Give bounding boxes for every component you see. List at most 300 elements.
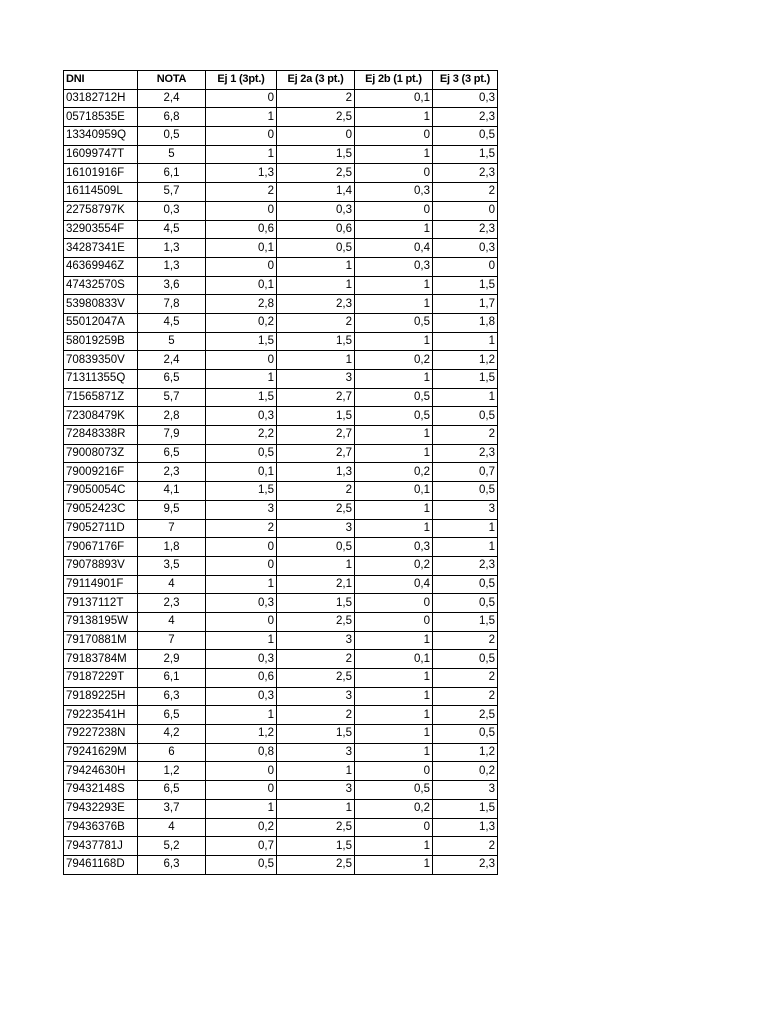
table-row — [64, 631, 498, 650]
table-row — [64, 127, 498, 146]
table-row — [64, 332, 498, 351]
table-row — [64, 855, 498, 874]
table-header — [64, 71, 498, 90]
cell-ej2b: 1 — [355, 444, 433, 463]
cell-nota: 6,5 — [138, 706, 206, 725]
cell-nota: 5,2 — [138, 837, 206, 856]
table-row — [64, 612, 498, 631]
cell-ej3: 0,5 — [433, 575, 498, 594]
cell-nota: 1,3 — [138, 239, 206, 258]
cell-ej2b: 1 — [355, 706, 433, 725]
grades-table — [63, 70, 498, 875]
cell-ej1: 0 — [206, 89, 277, 108]
cell-ej2a: 2,5 — [277, 108, 355, 127]
cell-ej2b: 0,3 — [355, 257, 433, 276]
table-row — [64, 108, 498, 127]
cell-nota: 6,5 — [138, 781, 206, 800]
cell-nota: 2,9 — [138, 650, 206, 669]
cell-nota: 3,7 — [138, 799, 206, 818]
cell-ej2b: 0 — [355, 762, 433, 781]
table-row — [64, 239, 498, 258]
cell-ej1: 0,2 — [206, 818, 277, 837]
cell-ej1: 0 — [206, 257, 277, 276]
cell-nota: 9,5 — [138, 500, 206, 519]
cell-ej2a: 3 — [277, 687, 355, 706]
cell-ej3: 0,3 — [433, 239, 498, 258]
table-row — [64, 351, 498, 370]
cell-ej3: 2 — [433, 426, 498, 445]
cell-ej2a: 0,5 — [277, 239, 355, 258]
cell-nota: 4 — [138, 575, 206, 594]
cell-ej2a: 2 — [277, 706, 355, 725]
cell-nota: 6,1 — [138, 669, 206, 688]
cell-dni: 72308479K — [64, 407, 138, 426]
cell-dni: 47432570S — [64, 276, 138, 295]
cell-dni: 79008073Z — [64, 444, 138, 463]
cell-ej1: 1,2 — [206, 725, 277, 744]
cell-ej2a: 1 — [277, 351, 355, 370]
cell-nota: 6,8 — [138, 108, 206, 127]
table-row — [64, 295, 498, 314]
cell-nota: 6,3 — [138, 855, 206, 874]
cell-nota: 6,5 — [138, 444, 206, 463]
cell-ej3: 1 — [433, 388, 498, 407]
cell-ej1: 0,2 — [206, 313, 277, 332]
cell-ej2a: 2,5 — [277, 669, 355, 688]
cell-ej2b: 1 — [355, 220, 433, 239]
cell-ej2b: 0,5 — [355, 781, 433, 800]
cell-ej1: 0 — [206, 612, 277, 631]
cell-ej3: 0 — [433, 201, 498, 220]
table-row — [64, 725, 498, 744]
cell-ej1: 1,5 — [206, 482, 277, 501]
table-row — [64, 762, 498, 781]
cell-nota: 4,1 — [138, 482, 206, 501]
cell-ej1: 1 — [206, 631, 277, 650]
cell-ej2a: 1 — [277, 257, 355, 276]
cell-ej2a: 2,5 — [277, 164, 355, 183]
cell-ej2b: 0,1 — [355, 89, 433, 108]
cell-ej3: 2,5 — [433, 706, 498, 725]
cell-ej2a: 2,7 — [277, 426, 355, 445]
table-row — [64, 388, 498, 407]
cell-ej3: 0,5 — [433, 127, 498, 146]
cell-ej3: 3 — [433, 500, 498, 519]
cell-ej1: 0 — [206, 127, 277, 146]
cell-ej1: 1,3 — [206, 164, 277, 183]
cell-ej2a: 0,6 — [277, 220, 355, 239]
table-row — [64, 650, 498, 669]
header-ej2a: Ej 2a (3 pt.) — [277, 71, 355, 90]
cell-ej1: 0,6 — [206, 220, 277, 239]
cell-ej2a: 2 — [277, 313, 355, 332]
cell-ej3: 1 — [433, 538, 498, 557]
cell-ej3: 0,5 — [433, 482, 498, 501]
cell-ej3: 1,5 — [433, 276, 498, 295]
cell-dni: 71565871Z — [64, 388, 138, 407]
cell-nota: 2,4 — [138, 351, 206, 370]
cell-ej2b: 1 — [355, 276, 433, 295]
cell-nota: 7 — [138, 519, 206, 538]
cell-ej3: 1,5 — [433, 799, 498, 818]
cell-nota: 4 — [138, 818, 206, 837]
cell-nota: 3,5 — [138, 556, 206, 575]
cell-ej1: 0,1 — [206, 463, 277, 482]
table-row — [64, 164, 498, 183]
table-row — [64, 519, 498, 538]
cell-dni: 46369946Z — [64, 257, 138, 276]
table-row — [64, 575, 498, 594]
cell-dni: 79009216F — [64, 463, 138, 482]
cell-ej2a: 2,7 — [277, 388, 355, 407]
cell-dni: 58019259B — [64, 332, 138, 351]
cell-nota: 1,8 — [138, 538, 206, 557]
cell-ej2a: 3 — [277, 370, 355, 389]
cell-ej2a: 2,5 — [277, 818, 355, 837]
header-ej3: Ej 3 (3 pt.) — [433, 71, 498, 90]
cell-ej2a: 0 — [277, 127, 355, 146]
cell-dni: 79223541H — [64, 706, 138, 725]
cell-ej2b: 0,5 — [355, 407, 433, 426]
cell-ej1: 1,5 — [206, 388, 277, 407]
cell-dni: 79432293E — [64, 799, 138, 818]
cell-ej2b: 1 — [355, 145, 433, 164]
cell-ej2a: 1,5 — [277, 725, 355, 744]
cell-dni: 79137112T — [64, 594, 138, 613]
cell-ej2b: 1 — [355, 332, 433, 351]
cell-nota: 2,3 — [138, 463, 206, 482]
cell-dni: 79189225H — [64, 687, 138, 706]
cell-ej1: 1 — [206, 799, 277, 818]
cell-ej2a: 2 — [277, 650, 355, 669]
table-row — [64, 837, 498, 856]
cell-dni: 05718535E — [64, 108, 138, 127]
cell-ej2b: 0 — [355, 818, 433, 837]
cell-dni: 79227238N — [64, 725, 138, 744]
cell-ej2b: 1 — [355, 500, 433, 519]
cell-ej1: 1,5 — [206, 332, 277, 351]
header-nota: NOTA — [138, 71, 206, 90]
cell-nota: 0,5 — [138, 127, 206, 146]
table-row — [64, 482, 498, 501]
cell-ej2b: 1 — [355, 631, 433, 650]
cell-ej1: 0,3 — [206, 687, 277, 706]
cell-ej3: 2,3 — [433, 444, 498, 463]
cell-ej2a: 2,5 — [277, 500, 355, 519]
cell-ej2b: 1 — [355, 295, 433, 314]
cell-ej2a: 1 — [277, 799, 355, 818]
header-row — [64, 71, 498, 90]
cell-dni: 79241629M — [64, 743, 138, 762]
cell-ej1: 2 — [206, 183, 277, 202]
cell-ej1: 0 — [206, 781, 277, 800]
table-row — [64, 463, 498, 482]
cell-dni: 13340959Q — [64, 127, 138, 146]
cell-ej2b: 0,4 — [355, 575, 433, 594]
cell-ej3: 2 — [433, 631, 498, 650]
cell-ej1: 0 — [206, 762, 277, 781]
cell-dni: 79432148S — [64, 781, 138, 800]
cell-ej3: 1,5 — [433, 370, 498, 389]
cell-nota: 6,1 — [138, 164, 206, 183]
cell-ej3: 0,2 — [433, 762, 498, 781]
cell-ej3: 1,8 — [433, 313, 498, 332]
cell-dni: 79050054C — [64, 482, 138, 501]
cell-ej2a: 2,7 — [277, 444, 355, 463]
cell-nota: 2,3 — [138, 594, 206, 613]
table-row — [64, 799, 498, 818]
cell-ej3: 1,5 — [433, 612, 498, 631]
cell-ej3: 0,5 — [433, 407, 498, 426]
cell-ej1: 0 — [206, 351, 277, 370]
table-row — [64, 538, 498, 557]
cell-ej2b: 1 — [355, 743, 433, 762]
table-row — [64, 313, 498, 332]
cell-nota: 1,2 — [138, 762, 206, 781]
cell-ej2a: 1,5 — [277, 594, 355, 613]
cell-ej1: 0,1 — [206, 239, 277, 258]
cell-ej2b: 0 — [355, 164, 433, 183]
cell-dni: 32903554F — [64, 220, 138, 239]
cell-ej2a: 3 — [277, 519, 355, 538]
cell-dni: 16114509L — [64, 183, 138, 202]
cell-ej3: 3 — [433, 781, 498, 800]
cell-ej3: 2,3 — [433, 164, 498, 183]
cell-ej3: 0,5 — [433, 725, 498, 744]
cell-nota: 7 — [138, 631, 206, 650]
cell-ej2b: 0 — [355, 612, 433, 631]
cell-dni: 16101916F — [64, 164, 138, 183]
cell-dni: 34287341E — [64, 239, 138, 258]
cell-ej2b: 0,1 — [355, 482, 433, 501]
cell-ej2a: 1,5 — [277, 332, 355, 351]
cell-ej2a: 2,5 — [277, 855, 355, 874]
cell-ej2a: 0,5 — [277, 538, 355, 557]
cell-ej2a: 1,3 — [277, 463, 355, 482]
cell-nota: 4,5 — [138, 313, 206, 332]
cell-ej3: 1 — [433, 519, 498, 538]
cell-ej1: 0,3 — [206, 407, 277, 426]
cell-ej2a: 2,5 — [277, 612, 355, 631]
cell-ej2b: 0,5 — [355, 313, 433, 332]
table-row — [64, 743, 498, 762]
table-row — [64, 276, 498, 295]
cell-ej2b: 0,3 — [355, 538, 433, 557]
cell-ej3: 2 — [433, 669, 498, 688]
cell-ej3: 0,5 — [433, 594, 498, 613]
cell-nota: 2,4 — [138, 89, 206, 108]
header-dni: DNI — [64, 71, 138, 90]
table-row — [64, 500, 498, 519]
cell-nota: 5,7 — [138, 183, 206, 202]
cell-ej3: 0,3 — [433, 89, 498, 108]
cell-ej2b: 0,3 — [355, 183, 433, 202]
cell-ej3: 1,5 — [433, 145, 498, 164]
cell-ej2a: 1,5 — [277, 837, 355, 856]
cell-ej2a: 3 — [277, 631, 355, 650]
header-ej2b: Ej 2b (1 pt.) — [355, 71, 433, 90]
cell-ej2b: 1 — [355, 108, 433, 127]
cell-dni: 79187229T — [64, 669, 138, 688]
cell-ej2a: 3 — [277, 743, 355, 762]
cell-ej2a: 1 — [277, 762, 355, 781]
cell-ej2a: 1 — [277, 556, 355, 575]
cell-ej2b: 0,5 — [355, 388, 433, 407]
cell-ej1: 0,5 — [206, 444, 277, 463]
cell-ej1: 3 — [206, 500, 277, 519]
cell-nota: 3,6 — [138, 276, 206, 295]
cell-ej1: 1 — [206, 575, 277, 594]
cell-ej2a: 2,3 — [277, 295, 355, 314]
cell-ej2b: 0,2 — [355, 799, 433, 818]
cell-nota: 4,2 — [138, 725, 206, 744]
table-row — [64, 89, 498, 108]
cell-nota: 5 — [138, 332, 206, 351]
cell-ej1: 0,1 — [206, 276, 277, 295]
table-row — [64, 669, 498, 688]
cell-ej1: 1 — [206, 706, 277, 725]
cell-ej1: 1 — [206, 108, 277, 127]
cell-dni: 79183784M — [64, 650, 138, 669]
cell-nota: 4,5 — [138, 220, 206, 239]
cell-ej3: 1,2 — [433, 351, 498, 370]
table-body — [64, 89, 498, 874]
cell-nota: 6,3 — [138, 687, 206, 706]
cell-ej3: 2 — [433, 837, 498, 856]
cell-ej2a: 2,1 — [277, 575, 355, 594]
cell-ej3: 2,3 — [433, 108, 498, 127]
cell-nota: 1,3 — [138, 257, 206, 276]
cell-ej2b: 1 — [355, 519, 433, 538]
cell-ej1: 0,5 — [206, 855, 277, 874]
cell-dni: 16099747T — [64, 145, 138, 164]
cell-ej2a: 1,5 — [277, 145, 355, 164]
cell-ej1: 0,6 — [206, 669, 277, 688]
cell-ej2a: 2 — [277, 89, 355, 108]
header-ej1: Ej 1 (3pt.) — [206, 71, 277, 90]
table-row — [64, 556, 498, 575]
cell-ej2b: 1 — [355, 669, 433, 688]
cell-ej2a: 0,3 — [277, 201, 355, 220]
cell-nota: 2,8 — [138, 407, 206, 426]
cell-dni: 70839350V — [64, 351, 138, 370]
cell-dni: 79052711D — [64, 519, 138, 538]
cell-ej1: 0,3 — [206, 594, 277, 613]
cell-dni: 03182712H — [64, 89, 138, 108]
table-row — [64, 370, 498, 389]
table-row — [64, 220, 498, 239]
cell-ej2b: 0,2 — [355, 556, 433, 575]
cell-ej2b: 1 — [355, 855, 433, 874]
cell-ej1: 2,8 — [206, 295, 277, 314]
cell-dni: 71311355Q — [64, 370, 138, 389]
table-row — [64, 145, 498, 164]
table-row — [64, 426, 498, 445]
table-row — [64, 706, 498, 725]
table-row — [64, 407, 498, 426]
cell-dni: 79424630H — [64, 762, 138, 781]
table-row — [64, 257, 498, 276]
cell-dni: 79067176F — [64, 538, 138, 557]
table-row — [64, 183, 498, 202]
cell-dni: 79114901F — [64, 575, 138, 594]
cell-nota: 4 — [138, 612, 206, 631]
cell-nota: 5 — [138, 145, 206, 164]
cell-ej2b: 1 — [355, 725, 433, 744]
cell-nota: 6 — [138, 743, 206, 762]
cell-dni: 79138195W — [64, 612, 138, 631]
cell-nota: 0,3 — [138, 201, 206, 220]
cell-dni: 79078893V — [64, 556, 138, 575]
cell-ej2a: 1,4 — [277, 183, 355, 202]
cell-ej1: 0,7 — [206, 837, 277, 856]
cell-ej3: 1 — [433, 332, 498, 351]
cell-dni: 79170881M — [64, 631, 138, 650]
cell-ej2b: 0 — [355, 594, 433, 613]
cell-ej2a: 1,5 — [277, 407, 355, 426]
cell-ej1: 0,8 — [206, 743, 277, 762]
table-row — [64, 781, 498, 800]
cell-nota: 6,5 — [138, 370, 206, 389]
cell-ej3: 2,3 — [433, 556, 498, 575]
table-row — [64, 444, 498, 463]
cell-ej3: 0 — [433, 257, 498, 276]
cell-ej2b: 0,1 — [355, 650, 433, 669]
cell-ej2a: 2 — [277, 482, 355, 501]
cell-ej2b: 1 — [355, 837, 433, 856]
cell-ej3: 1,7 — [433, 295, 498, 314]
cell-ej2b: 0,2 — [355, 351, 433, 370]
table-row — [64, 818, 498, 837]
table-row — [64, 687, 498, 706]
cell-dni: 79052423C — [64, 500, 138, 519]
cell-ej1: 2 — [206, 519, 277, 538]
cell-ej3: 2 — [433, 687, 498, 706]
cell-dni: 22758797K — [64, 201, 138, 220]
cell-ej2b: 1 — [355, 370, 433, 389]
cell-dni: 55012047A — [64, 313, 138, 332]
cell-nota: 7,9 — [138, 426, 206, 445]
cell-dni: 79436376B — [64, 818, 138, 837]
cell-ej2b: 0 — [355, 127, 433, 146]
cell-ej3: 1,3 — [433, 818, 498, 837]
cell-ej3: 0,5 — [433, 650, 498, 669]
cell-ej2b: 0 — [355, 201, 433, 220]
cell-ej1: 2,2 — [206, 426, 277, 445]
cell-dni: 53980833V — [64, 295, 138, 314]
cell-dni: 72848338R — [64, 426, 138, 445]
cell-ej1: 1 — [206, 145, 277, 164]
cell-ej2a: 3 — [277, 781, 355, 800]
cell-nota: 7,8 — [138, 295, 206, 314]
cell-ej1: 0 — [206, 538, 277, 557]
table-row — [64, 594, 498, 613]
cell-ej2b: 1 — [355, 687, 433, 706]
cell-ej3: 2 — [433, 183, 498, 202]
cell-nota: 5,7 — [138, 388, 206, 407]
cell-ej3: 1,2 — [433, 743, 498, 762]
cell-ej2b: 1 — [355, 426, 433, 445]
cell-ej3: 2,3 — [433, 220, 498, 239]
cell-dni: 79437781J — [64, 837, 138, 856]
cell-dni: 79461168D — [64, 855, 138, 874]
cell-ej1: 0 — [206, 201, 277, 220]
cell-ej1: 0 — [206, 556, 277, 575]
cell-ej1: 0,3 — [206, 650, 277, 669]
cell-ej3: 2,3 — [433, 855, 498, 874]
cell-ej2b: 0,2 — [355, 463, 433, 482]
cell-ej1: 1 — [206, 370, 277, 389]
